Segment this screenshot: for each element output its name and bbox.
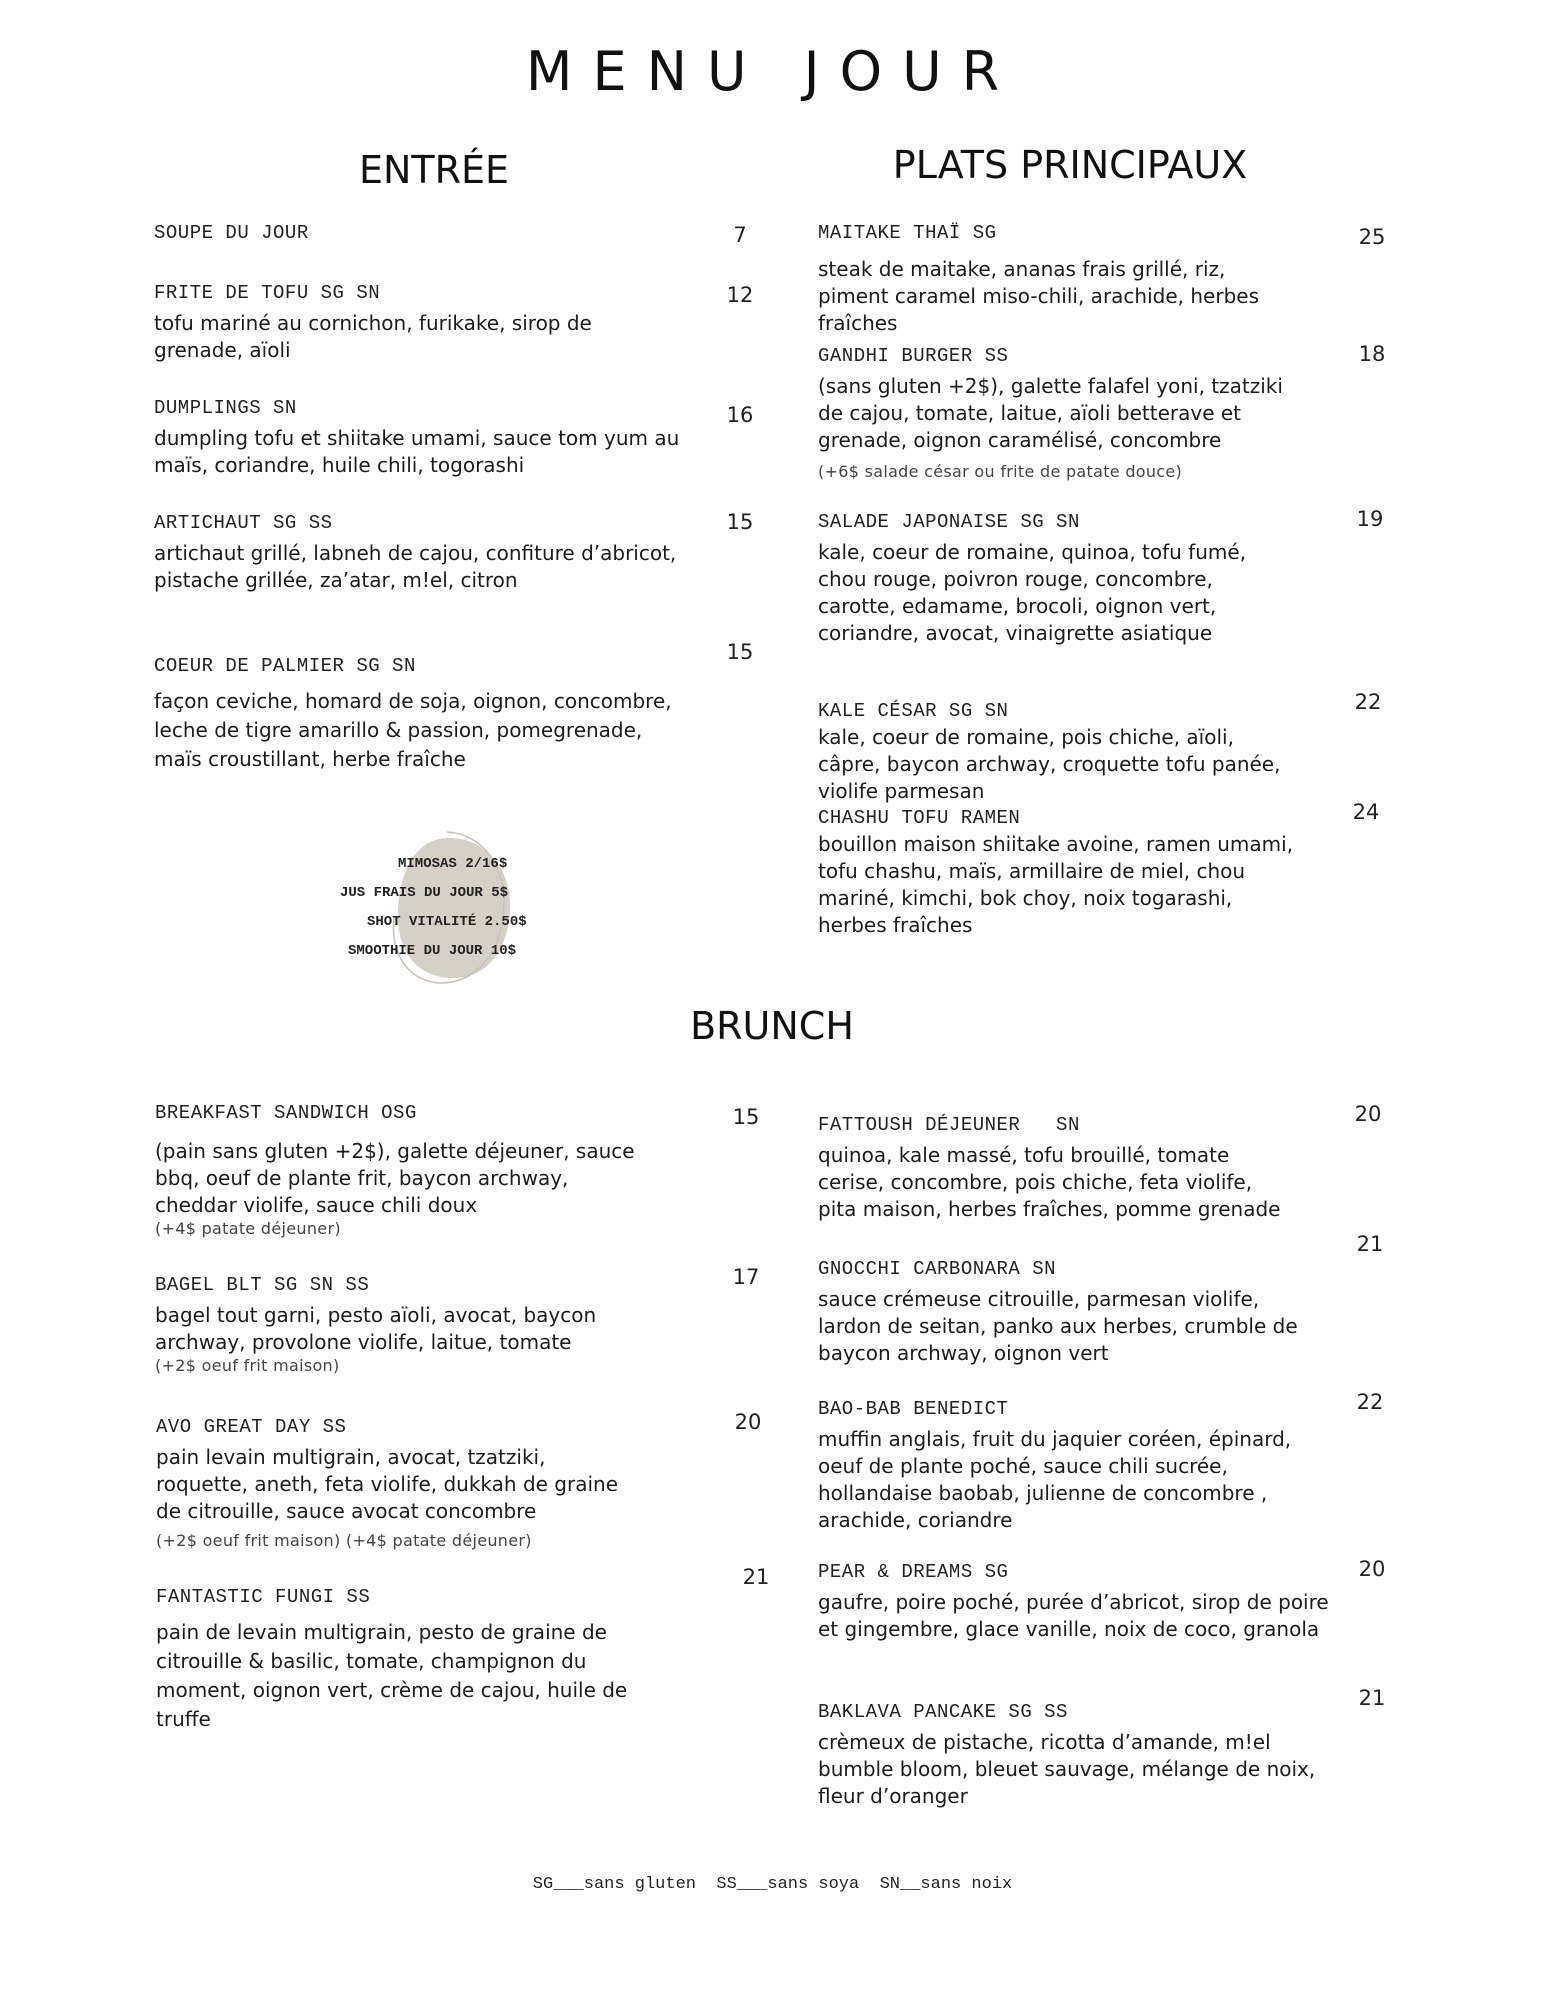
menu-item-brunch xyxy=(818,1114,1288,1223)
item-description: artichaut grillé, labneh de cajou, confiture d’abricot, pistache grillée, za’atar, m!el, citron xyxy=(154,541,677,592)
menu-item-brunch xyxy=(156,1586,636,1734)
menu-item-entree xyxy=(154,655,694,774)
drink-item: MIMOSAS 2/16$ xyxy=(398,856,508,872)
menu-item-brunch xyxy=(155,1102,655,1238)
item-price: 22 xyxy=(1354,690,1382,714)
drink-item: SMOOTHIE DU JOUR 10$ xyxy=(348,943,517,959)
item-name: BAGEL BLT SG SN SS xyxy=(155,1274,370,1296)
item-note: (+2$ oeuf frit maison) (+4$ patate déjeuner) xyxy=(156,1531,532,1550)
item-description: gaufre, poire poché, purée d’abricot, sirop de poire et gingembre, glace vanille, noix de coco, granola xyxy=(818,1590,1329,1641)
item-price: 12 xyxy=(726,283,754,307)
section-title-brunch: BRUNCH xyxy=(690,1004,854,1048)
item-price: 25 xyxy=(1358,225,1386,249)
item-description: kale, coeur de romaine, quinoa, tofu fumé, chou rouge, poivron rouge, concombre, carotte, edamame, brocoli, oignon vert, coriandre, avocat, vinaigrette asiatique xyxy=(818,540,1247,645)
menu-item-brunch xyxy=(818,1258,1318,1367)
item-description: bagel tout garni, pesto aïoli, avocat, baycon archway, provolone violife, laitue, tomate xyxy=(155,1303,597,1354)
item-note: (+2$ oeuf frit maison) xyxy=(155,1356,340,1375)
item-description: sauce crémeuse citrouille, parmesan violife, lardon de seitan, panko aux herbes, crumble de baycon archway, oignon vert xyxy=(818,1287,1298,1365)
item-description: muffin anglais, fruit du jaquier coréen, épinard, oeuf de plante poché, sauce chili sucrée, hollandaise baobab, julienne de concombre , arachide, coriandre xyxy=(818,1427,1292,1532)
item-note: (+6$ salade césar ou frite de patate douce) xyxy=(818,462,1183,481)
item-note: (+4$ patate déjeuner) xyxy=(155,1219,341,1238)
item-price: 22 xyxy=(1356,1390,1384,1414)
item-price: 15 xyxy=(732,1105,760,1129)
item-name: BAO-BAB BENEDICT xyxy=(818,1398,1009,1420)
menu-item-plat xyxy=(818,222,1298,337)
item-description: bouillon maison shiitake avoine, ramen umami, tofu chashu, maïs, armillaire de miel, chou mariné, kimchi, bok choy, noix togarashi, herbes fraîches xyxy=(818,832,1294,937)
item-price: 16 xyxy=(726,403,754,427)
menu-item-entree xyxy=(154,222,694,244)
item-description: pain de levain multigrain, pesto de graine de citrouille & basilic, tomate, champignon du moment, oignon vert, crème de cajou, huile de truffe xyxy=(156,1620,628,1731)
section-title-plats: PLATS PRINCIPAUX xyxy=(892,143,1248,187)
item-price: 18 xyxy=(1358,342,1386,366)
item-name: DUMPLINGS SN xyxy=(154,397,297,419)
drink-item: SHOT VITALITÉ 2.50$ xyxy=(367,914,527,930)
item-description: quinoa, kale massé, tofu brouillé, tomate cerise, concombre, pois chiche, feta violife, pita maison, herbes fraîches, pomme grenade xyxy=(818,1143,1281,1221)
menu-item-brunch xyxy=(818,1398,1338,1534)
item-name: BAKLAVA PANCAKE SG SS xyxy=(818,1701,1068,1723)
item-price: 20 xyxy=(734,1410,762,1434)
item-name: GNOCCHI CARBONARA SN xyxy=(818,1258,1057,1280)
menu-item-plat xyxy=(818,700,1298,805)
item-name: KALE CÉSAR SG SN xyxy=(818,700,1009,722)
item-price: 21 xyxy=(742,1565,770,1589)
menu-item-plat xyxy=(818,511,1278,647)
item-price: 20 xyxy=(1354,1102,1382,1126)
menu-item-brunch xyxy=(155,1274,625,1375)
item-description: tofu mariné au cornichon, furikake, sirop de grenade, aïoli xyxy=(154,311,592,362)
item-price: 19 xyxy=(1356,507,1384,531)
item-name: FANTASTIC FUNGI SS xyxy=(156,1586,371,1608)
menu-item-plat xyxy=(818,345,1298,481)
item-name: MAITAKE THAÏ SG xyxy=(818,222,997,244)
item-description: pain levain multigrain, avocat, tzatziki, roquette, aneth, feta violife, dukkah de graine de citrouille, sauce avocat concombre xyxy=(156,1445,619,1523)
item-name: ARTICHAUT SG SS xyxy=(154,512,333,534)
item-description: (pain sans gluten +2$), galette déjeuner, sauce bbq, oeuf de plante frit, baycon archway, cheddar violife, sauce chili doux xyxy=(155,1139,635,1217)
menu-item-brunch xyxy=(818,1701,1318,1810)
item-description: dumpling tofu et shiitake umami, sauce tom yum au maïs, coriandre, huile chili, togorashi xyxy=(154,426,680,477)
drinks-list xyxy=(330,850,570,966)
item-price: 20 xyxy=(1358,1557,1386,1581)
item-price: 7 xyxy=(733,223,747,247)
item-price: 21 xyxy=(1356,1232,1384,1256)
item-price: 15 xyxy=(726,510,754,534)
item-name: BREAKFAST SANDWICH OSG xyxy=(155,1102,417,1124)
item-price: 24 xyxy=(1352,800,1380,824)
menu-item-brunch xyxy=(156,1416,636,1550)
item-description: kale, coeur de romaine, pois chiche, aïoli, câpre, baycon archway, croquette tofu panée, violife parmesan xyxy=(818,725,1281,803)
item-price: 15 xyxy=(726,640,754,664)
item-description: crèmeux de pistache, ricotta d’amande, m!el bumble bloom, bleuet sauvage, mélange de noix, fleur d’oranger xyxy=(818,1730,1316,1808)
item-name: GANDHI BURGER SS xyxy=(818,345,1009,367)
item-name: CHASHU TOFU RAMEN xyxy=(818,807,1021,829)
menu-item-entree xyxy=(154,397,694,479)
item-description: steak de maitake, ananas frais grillé, riz, piment caramel miso-chili, arachide, herbes fraîches xyxy=(818,257,1259,335)
menu-item-brunch xyxy=(818,1561,1338,1643)
item-description: (sans gluten +2$), galette falafel yoni, tzatziki de cajou, tomate, laitue, aïoli betterave et grenade, oignon caramélisé, concombre xyxy=(818,374,1283,452)
menu-item-plat xyxy=(818,807,1298,939)
item-name: PEAR & DREAMS SG xyxy=(818,1561,1009,1583)
item-name: SOUPE DU JOUR xyxy=(154,222,309,244)
item-description: façon ceviche, homard de soja, oignon, concombre, leche de tigre amarillo & passion, pomegrenade, maïs croustillant, herbe fraîche xyxy=(154,689,672,771)
item-price: 21 xyxy=(1358,1686,1386,1710)
item-name: AVO GREAT DAY SS xyxy=(156,1416,347,1438)
section-title-entree: ENTRÉE xyxy=(358,148,510,192)
item-name: COEUR DE PALMIER SG SN xyxy=(154,655,416,677)
menu-title: MENU JOUR xyxy=(525,40,1020,103)
menu-item-entree xyxy=(154,282,594,364)
item-name: FATTOUSH DÉJEUNER SN xyxy=(818,1114,1080,1136)
item-name: SALADE JAPONAISE SG SN xyxy=(818,511,1080,533)
item-price: 17 xyxy=(732,1265,760,1289)
item-name: FRITE DE TOFU SG SN xyxy=(154,282,381,304)
menu-item-entree xyxy=(154,512,694,594)
allergen-legend: SG___sans gluten SS___sans soya SN__sans noix xyxy=(532,1875,1013,1894)
drink-item: JUS FRAIS DU JOUR 5$ xyxy=(340,885,509,901)
